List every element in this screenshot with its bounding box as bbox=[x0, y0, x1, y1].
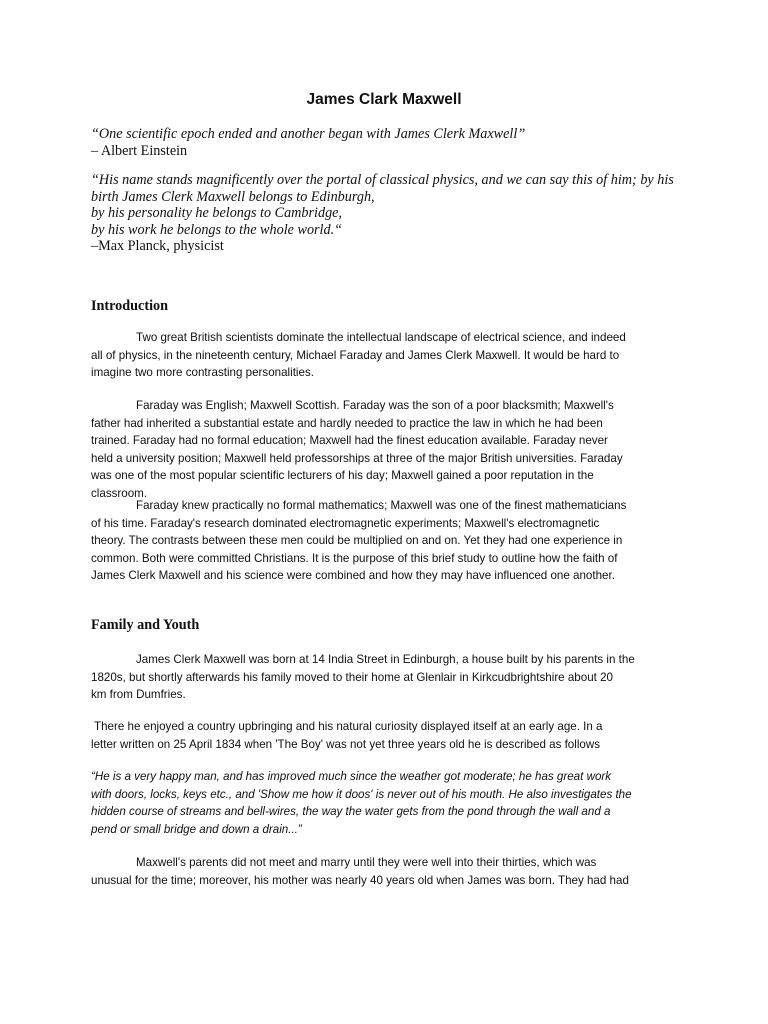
section-heading-family-and-youth: Family and Youth bbox=[91, 617, 200, 633]
paragraph-line: of his time. Faraday's research dominated electromagnetic experiments; Maxwell's electromagnetic bbox=[91, 516, 600, 530]
paragraph bbox=[91, 718, 683, 753]
quote-text-line: birth James Clerk Maxwell belongs to Edinburgh, bbox=[91, 188, 375, 205]
paragraph-line: Maxwell's parents did not meet and marry until they were well into their thirties, which was bbox=[136, 856, 597, 869]
paragraph-line: with doors, locks, keys etc., and 'Show me how it doos' is never out of his mouth. He also investigates the bbox=[91, 787, 632, 801]
paragraph-line: “He is a very happy man, and has improved much since the weather got moderate; he has great work bbox=[91, 770, 612, 783]
section-heading-introduction: Introduction bbox=[91, 298, 168, 314]
quote-text-line: “His name stands magnificently over the portal of classical physics, and we can say this of him; by his bbox=[91, 172, 674, 188]
einstein-quote bbox=[91, 126, 691, 159]
paragraph bbox=[91, 497, 683, 585]
paragraph-line: Faraday was English; Maxwell Scottish. Faraday was the son of a poor blacksmith; Maxwell's bbox=[136, 399, 614, 412]
quote-attribution: – Albert Einstein bbox=[91, 142, 188, 159]
paragraph bbox=[91, 854, 683, 889]
paragraph-line: unusual for the time; moreover, his mother was nearly 40 years old when James was born. They had had bbox=[91, 873, 629, 887]
paragraph-line: 1820s, but shortly afterwards his family moved to their home at Glenlair in Kirkcudbrightshire about 20 bbox=[91, 670, 613, 684]
paragraph-line: classroom. bbox=[91, 486, 148, 500]
paragraph-line: km from Dumfries. bbox=[91, 688, 186, 702]
paragraph-line: all of physics, in the nineteenth century, Michael Faraday and James Clerk Maxwell. It would be hard to bbox=[91, 348, 620, 362]
paragraph-line: imagine two more contrasting personalities. bbox=[91, 366, 314, 380]
paragraph-line: Faraday knew practically no formal mathematics; Maxwell was one of the finest mathematicians bbox=[136, 499, 627, 512]
quoted-letter bbox=[91, 768, 683, 838]
paragraph-line: James Clerk Maxwell was born at 14 India Street in Edinburgh, a house built by his parents in the bbox=[136, 653, 635, 666]
paragraph-line: held a university position; Maxwell held professorships at three of the major British universities. Faraday bbox=[91, 451, 623, 465]
paragraph-line: father had inherited a substantial estate and hardly needed to practice the law in which he had been bbox=[91, 416, 603, 430]
quote-text-line: by his personality he belongs to Cambridge, bbox=[91, 205, 343, 221]
planck-quote bbox=[91, 172, 691, 255]
paragraph-line: theory. The contrasts between these men could be multiplied on and on. Yet they had one experience in bbox=[91, 534, 623, 548]
paragraph-line: There he enjoyed a country upbringing and his natural curiosity displayed itself at an early age. In a bbox=[94, 720, 603, 733]
paragraph-line: James Clerk Maxwell and his science were combined and how they may have influenced one another. bbox=[91, 569, 615, 583]
paragraph-line: common. Both were committed Christians. It is the purpose of this brief study to outline how the faith of bbox=[91, 551, 618, 565]
paragraph-line: pend or small bridge and down a drain...” bbox=[91, 822, 302, 836]
quote-text-line: “One scientific epoch ended and another began with James Clerk Maxwell” bbox=[91, 126, 526, 142]
paragraph-line: hidden course of streams and bell-wires, the way the water gets from the pond through the wall and a bbox=[91, 805, 611, 819]
paragraph bbox=[91, 651, 683, 704]
paragraph-line: trained. Faraday had no formal education; Maxwell had the finest education available. Faraday never bbox=[91, 434, 608, 448]
quote-attribution: –Max Planck, physicist bbox=[91, 238, 224, 254]
paragraph bbox=[91, 329, 683, 382]
paragraph-line: letter written on 25 April 1834 when 'The Boy' was not yet three years old he is described as follows bbox=[91, 737, 601, 751]
quote-text-line: by his work he belongs to the whole world.“ bbox=[91, 221, 343, 238]
paragraph-line: was one of the most popular scientific lecturers of his day; Maxwell gained a poor reputation in the bbox=[91, 469, 594, 483]
paragraph bbox=[91, 397, 683, 503]
document-title: James Clark Maxwell bbox=[306, 91, 462, 108]
paragraph-line: Two great British scientists dominate the intellectual landscape of electrical science, and indeed bbox=[136, 331, 626, 344]
